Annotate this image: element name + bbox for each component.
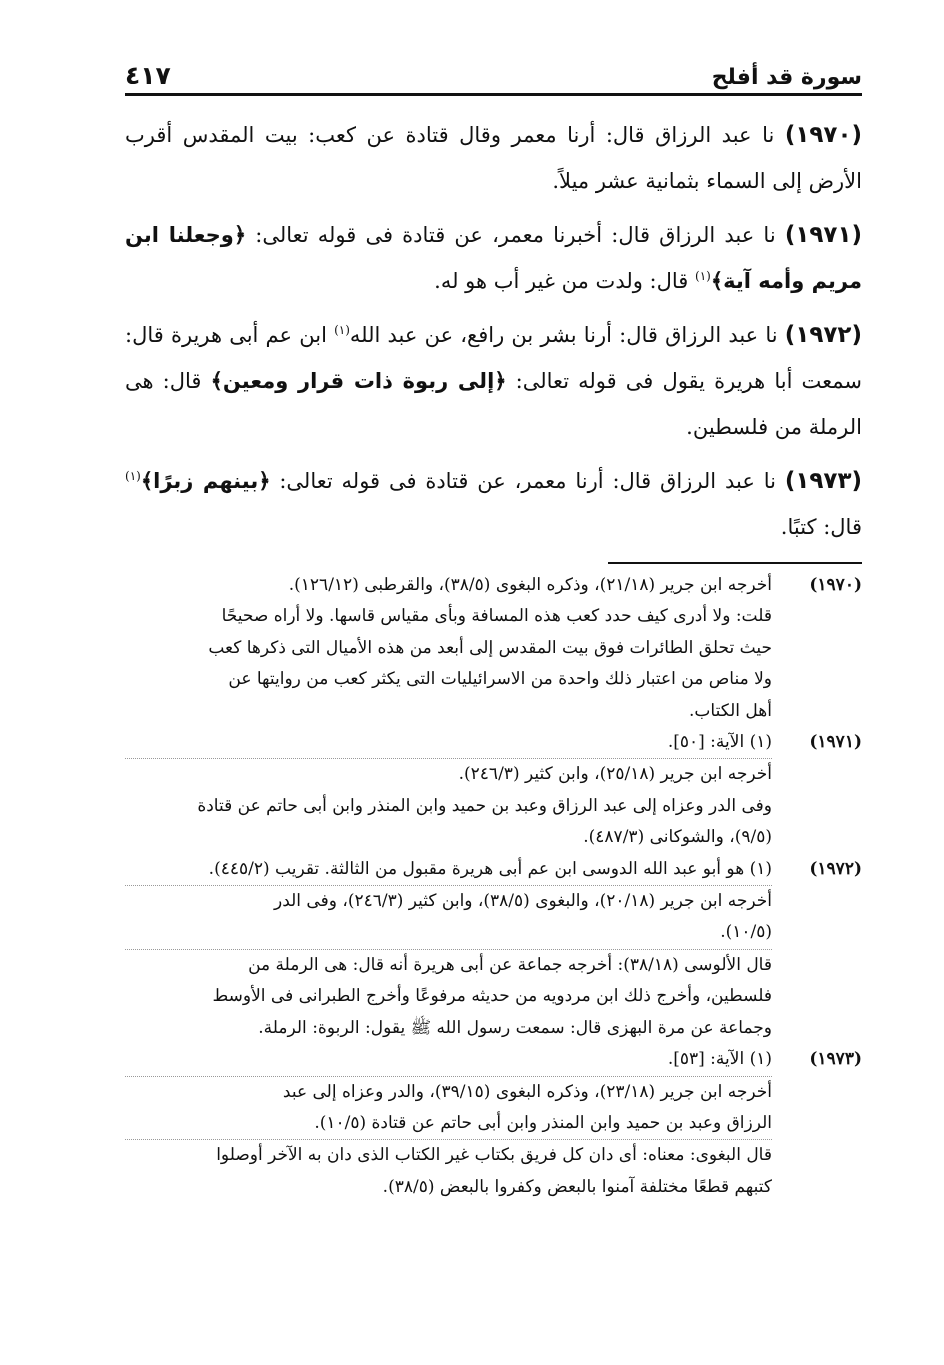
footnote-line: فلسطين، وأخرج ذلك ابن مردويه من حديثه مرفوعًا وأخرج الطبرانى فى الأوسط — [212, 986, 772, 1007]
footnote-line: (١٠/٥). — [720, 922, 772, 943]
entry-number: (١٩٧١) — [784, 222, 862, 248]
quran-verse: ﴿وجعلنا ابن مريم وأمه آية﴾ — [125, 223, 862, 293]
entry-1971 — [125, 212, 862, 304]
quran-verse: ﴿إلى ربوة ذات قرار ومعين﴾ — [210, 369, 507, 393]
footnote-line: (١) هو أبو عبد الله الدوسى ابن عم أبى هريرة مقبول من الثالثة. تقريب (٤٤٥/٢). — [208, 858, 772, 879]
footnote-line: (٩/٥)، والشوكانى (٤٨٧/٣). — [583, 827, 772, 848]
footnote-line: (١) الآية: [٥٠]. — [667, 732, 772, 753]
quran-verse: ﴿بينهم زبرًا﴾ — [140, 469, 271, 493]
footnote-body — [125, 570, 772, 727]
footnote-line: قال الألوسى (٣٨/١٨): أخرجه جماعة عن أبى هريرة أنه قال: هى الرملة من — [125, 949, 772, 981]
footnote-line: حيث تحلق الطائرات فوق بيت المقدس إلى أبعد من هذه الأميال التى ذكرها كعب — [208, 637, 772, 658]
footnote-label: (١٩٧٣) — [809, 1049, 862, 1070]
footnote-line: قال البغوى: معناه: أى دان كل فريق بكتاب غير الكتاب الذى دان به الآخر أوصلوا — [125, 1139, 772, 1171]
footnote-line: أهل الكتاب. — [689, 700, 772, 721]
footnote-line: أخرجه ابن جرير (٢٠/١٨)، والبغوى (٣٨/٥)، وابن كثير (٢٤٦/٣)، وفى الدر — [125, 885, 772, 917]
entry-text: قال: ولدت من غير أب هو له. — [434, 269, 696, 293]
entry-text: نا عبد الرزاق قال: أخبرنا معمر، عن قتادة فى قوله تعالى: — [246, 223, 785, 247]
footnote-line: (١) الآية: [٥٣]. — [667, 1049, 772, 1070]
entry-1972 — [125, 312, 862, 450]
footnote-line: قلت: ولا أدرى كيف حدد كعب هذه المسافة وبأى مقياس قاسها. ولا أراه صحيحًا — [221, 606, 772, 627]
footnote-1972 — [125, 854, 862, 1044]
footnote-body — [125, 1044, 772, 1203]
footnote-1973 — [125, 1044, 862, 1203]
entry-number: (١٩٧٠) — [784, 122, 862, 148]
surah-title: سورة قد أفلح — [711, 65, 862, 90]
entry-1973 — [125, 458, 862, 550]
footnotes — [125, 570, 862, 1203]
footnote-label: (١٩٧٢) — [809, 858, 862, 879]
entry-text: نا عبد الرزاق قال: أرنا بشر بن رافع، عن عبد الله — [349, 323, 785, 347]
page-number: ٤١٧ — [125, 61, 171, 90]
footnote-ref: (١) — [334, 323, 350, 337]
entry-text: قال: هى الرملة من فلسطين. — [125, 369, 862, 439]
footnote-1970 — [125, 570, 862, 727]
entry-1970 — [125, 112, 862, 204]
footnote-line: وفى الدر وعزاه إلى عبد الرزاق وعبد بن حميد وابن المنذر وابن أبى حاتم عن قتادة — [197, 795, 772, 816]
header-rule — [125, 93, 862, 96]
footnote-ref: (١) — [125, 469, 141, 483]
entry-text: نا عبد الرزاق قال: أرنا معمر وقال قتادة عن كعب: بيت المقدس أقرب الأرض إلى السماء بثمانية عشر ميلاً. — [125, 123, 862, 193]
footnote-line: كتبهم قطعًا مختلفة آمنوا بالبعض وكفروا بالبعض (٣٨/٥). — [382, 1176, 772, 1197]
footnote-ref: (١) — [695, 269, 711, 283]
footnote-body — [125, 727, 772, 854]
entry-text: ابن عم أبى هريرة قال: سمعت أبا هريرة يقول فى قوله تعالى: — [125, 323, 862, 393]
footnote-line: ولا مناص من اعتبار ذلك واحدة من الاسرائيليات التى يكثر كعب من روايتها عن — [228, 669, 772, 690]
footnote-label: (١٩٧٠) — [809, 575, 862, 595]
footnote-line: أخرجه ابن جرير (٢٣/١٨)، وذكره البغوى (٣٩/١٥)، والدر وعزاه إلى عبد — [125, 1076, 772, 1108]
entry-text: نا عبد الرزاق قال: أرنا معمر، عن قتادة فى قوله تعالى: — [270, 469, 785, 493]
footnote-line: أخرجه ابن جرير (٢١/١٨)، وذكره البغوى (٣٨/٥)، والقرطبى (١٢٦/١٢). — [288, 575, 772, 595]
entry-number: (١٩٧٢) — [784, 322, 862, 348]
running-header — [125, 50, 862, 90]
entry-number: (١٩٧٣) — [784, 468, 862, 494]
footnote-rule — [608, 562, 862, 564]
footnote-line: الرزاق وعبد بن حميد وابن المنذر وابن أبى حاتم عن قتادة (١٠/٥). — [314, 1112, 772, 1133]
footnote-body — [125, 854, 772, 1044]
footnote-line: أخرجه ابن جرير (٢٥/١٨)، وابن كثير (٢٤٦/٣). — [125, 758, 772, 790]
footnote-1971 — [125, 727, 862, 854]
footnote-label: (١٩٧١) — [809, 732, 862, 753]
footnote-line: وجماعة عن مرة البهزى قال: سمعت رسول الله ﷺ يقول: الربوة: الرملة. — [258, 1017, 772, 1038]
entry-text: قال: كتبًا. — [780, 515, 862, 539]
main-text — [125, 112, 862, 558]
